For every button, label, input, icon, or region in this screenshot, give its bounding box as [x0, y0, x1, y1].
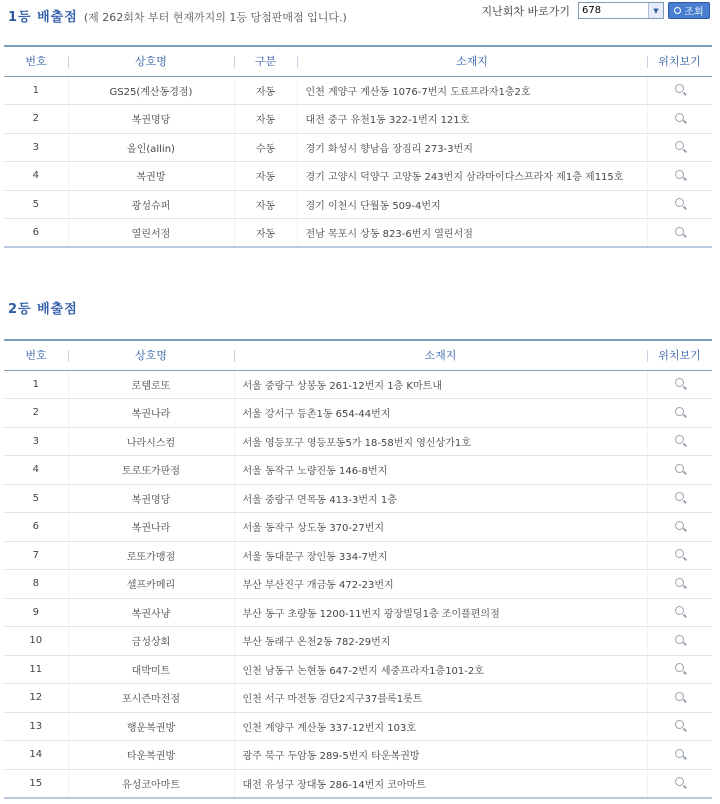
- first-prize-row: [4, 105, 712, 134]
- store-address: 부산 동래구 온천2동 782-29번지: [234, 627, 647, 656]
- store-address: 인천 계양구 계산동 337-12번지 103호: [234, 712, 647, 741]
- second-prize-row: [4, 684, 712, 713]
- store-address: 부산 부산진구 개금동 472-23번지: [234, 570, 647, 599]
- row-number: 10: [4, 627, 68, 656]
- first-prize-row: [4, 219, 712, 248]
- magnifier-icon[interactable]: [675, 578, 684, 587]
- magnifier-icon[interactable]: [675, 777, 684, 786]
- second-prize-row: [4, 627, 712, 656]
- row-number: 7: [4, 541, 68, 570]
- store-address: 서울 중랑구 면목동 413-3번지 1층: [234, 484, 647, 513]
- round-select-value: 678: [582, 5, 602, 16]
- map-view-cell: [647, 162, 712, 191]
- map-view-cell: [647, 684, 712, 713]
- store-name: 금성상회: [68, 627, 234, 656]
- row-number: 3: [4, 427, 68, 456]
- second-prize-header-row: [4, 340, 712, 370]
- store-name: 복권명당: [68, 105, 234, 134]
- store-address: 대전 유성구 장대동 286-14번지 코아마트: [234, 769, 647, 798]
- pick-type: 자동: [234, 162, 297, 191]
- store-name: 복권나라: [68, 399, 234, 428]
- store-address: 전남 목포시 상동 823-6번지 열린서점: [297, 219, 647, 248]
- store-name: 토로또가판점: [68, 456, 234, 485]
- store-name: 나라시스컴: [68, 427, 234, 456]
- store-name: 행운복권방: [68, 712, 234, 741]
- store-address: 부산 동구 초량동 1200-11번지 광장빌딩1층 조이플편의점: [234, 598, 647, 627]
- col-header-no: 번호: [4, 46, 68, 76]
- search-icon: [674, 7, 681, 14]
- pick-type: 자동: [234, 105, 297, 134]
- row-number: 2: [4, 399, 68, 428]
- search-button-label: 조회: [684, 7, 704, 18]
- magnifier-icon[interactable]: [675, 464, 684, 473]
- map-view-cell: [647, 570, 712, 599]
- row-number: 12: [4, 684, 68, 713]
- magnifier-icon[interactable]: [675, 663, 684, 672]
- first-prize-row: [4, 133, 712, 162]
- store-name: 올인(allin): [68, 133, 234, 162]
- map-view-cell: [647, 219, 712, 248]
- second-prize-row: [4, 741, 712, 770]
- second-prize-row: [4, 570, 712, 599]
- round-jump: [481, 2, 710, 19]
- store-name: 타운복권방: [68, 741, 234, 770]
- row-number: 11: [4, 655, 68, 684]
- magnifier-icon[interactable]: [675, 141, 684, 150]
- col-header-no: 번호: [4, 340, 68, 370]
- store-name: 복권명당: [68, 484, 234, 513]
- first-prize-row: [4, 76, 712, 105]
- magnifier-icon[interactable]: [675, 692, 684, 701]
- magnifier-icon[interactable]: [675, 521, 684, 530]
- map-view-cell: [647, 399, 712, 428]
- second-prize-title: 2등 배출점: [8, 302, 78, 317]
- map-view-cell: [647, 456, 712, 485]
- magnifier-icon[interactable]: [675, 635, 684, 644]
- store-name: 포시즌마전점: [68, 684, 234, 713]
- col-header-name: 상호명: [68, 46, 234, 76]
- second-prize-row: [4, 541, 712, 570]
- pick-type: 자동: [234, 219, 297, 248]
- first-prize-row: [4, 190, 712, 219]
- map-view-cell: [647, 105, 712, 134]
- store-name: GS25(계산동경점): [68, 76, 234, 105]
- col-header-type: 구분: [234, 46, 297, 76]
- row-number: 2: [4, 105, 68, 134]
- store-address: 서울 중랑구 상봉동 261-12번지 1층 K마트내: [234, 370, 647, 399]
- magnifier-icon[interactable]: [675, 606, 684, 615]
- magnifier-icon[interactable]: [675, 227, 684, 236]
- second-prize-row: [4, 655, 712, 684]
- second-prize-row: [4, 456, 712, 485]
- store-name: 대박미트: [68, 655, 234, 684]
- pick-type: 수동: [234, 133, 297, 162]
- row-number: 6: [4, 219, 68, 248]
- second-prize-row: [4, 370, 712, 399]
- store-address: 서울 동대문구 장인동 334-7번지: [234, 541, 647, 570]
- second-prize-row: [4, 427, 712, 456]
- store-name: 광성슈퍼: [68, 190, 234, 219]
- row-number: 8: [4, 570, 68, 599]
- map-view-cell: [647, 541, 712, 570]
- store-address: 대전 중구 유천1동 322-1번지 121호: [297, 105, 647, 134]
- store-address: 인천 서구 마전동 검단2지구37블록1롯트: [234, 684, 647, 713]
- magnifier-icon[interactable]: [675, 720, 684, 729]
- col-header-map: 위치보기: [647, 340, 712, 370]
- first-prize-description: (제 262회차 부터 현재까지의 1등 당첨판매점 입니다.): [83, 11, 347, 24]
- magnifier-icon[interactable]: [675, 198, 684, 207]
- row-number: 14: [4, 741, 68, 770]
- magnifier-icon[interactable]: [675, 435, 684, 444]
- magnifier-icon[interactable]: [675, 113, 684, 122]
- pick-type: 자동: [234, 76, 297, 105]
- map-view-cell: [647, 741, 712, 770]
- map-view-cell: [647, 769, 712, 798]
- store-address: 인천 계양구 계산동 1076-7번지 도료프라자1층2호: [297, 76, 647, 105]
- store-name: 복권사냥: [68, 598, 234, 627]
- store-name: 유성코아마트: [68, 769, 234, 798]
- store-name: 복권방: [68, 162, 234, 191]
- magnifier-icon[interactable]: [675, 492, 684, 501]
- store-name: 로또가맹점: [68, 541, 234, 570]
- second-prize-title-block: [8, 298, 78, 317]
- row-number: 5: [4, 190, 68, 219]
- map-view-cell: [647, 133, 712, 162]
- store-address: 서울 영등포구 영등포동5가 18-58번지 영신상가1호: [234, 427, 647, 456]
- first-prize-header-row: [4, 46, 712, 76]
- map-view-cell: [647, 484, 712, 513]
- first-prize-table: [4, 45, 712, 248]
- row-number: 9: [4, 598, 68, 627]
- second-prize-table: [4, 339, 712, 799]
- row-number: 4: [4, 456, 68, 485]
- map-view-cell: [647, 427, 712, 456]
- magnifier-icon[interactable]: [675, 749, 684, 758]
- second-prize-row: [4, 484, 712, 513]
- store-name: 셀프카메리: [68, 570, 234, 599]
- store-address: 경기 이천시 단월동 509-4번지: [297, 190, 647, 219]
- first-prize-title-block: [8, 6, 347, 25]
- col-header-map: 위치보기: [647, 46, 712, 76]
- map-view-cell: [647, 370, 712, 399]
- col-header-address: 소재지: [234, 340, 647, 370]
- second-prize-row: [4, 598, 712, 627]
- store-name: 복권나라: [68, 513, 234, 542]
- round-select[interactable]: [578, 2, 664, 19]
- store-address: 서울 강서구 등촌1동 654-44번지: [234, 399, 647, 428]
- second-prize-row: [4, 513, 712, 542]
- row-number: 1: [4, 76, 68, 105]
- store-address: 경기 화성시 향남읍 장짐리 273-3번지: [297, 133, 647, 162]
- row-number: 6: [4, 513, 68, 542]
- store-name: 열린서점: [68, 219, 234, 248]
- magnifier-icon[interactable]: [675, 170, 684, 179]
- first-prize-row: [4, 162, 712, 191]
- row-number: 4: [4, 162, 68, 191]
- round-jump-label: 지난회차 바로가기: [481, 4, 570, 18]
- magnifier-icon[interactable]: [675, 407, 684, 416]
- map-view-cell: [647, 655, 712, 684]
- second-prize-row: [4, 712, 712, 741]
- search-button[interactable]: [668, 2, 710, 19]
- magnifier-icon[interactable]: [675, 549, 684, 558]
- map-view-cell: [647, 190, 712, 219]
- col-header-address: 소재지: [297, 46, 647, 76]
- row-number: 13: [4, 712, 68, 741]
- row-number: 3: [4, 133, 68, 162]
- store-address: 인천 남동구 논현동 647-2번지 세중프라자1층101-2호: [234, 655, 647, 684]
- second-prize-row: [4, 399, 712, 428]
- store-address: 광주 북구 두암동 289-5번지 타운복권방: [234, 741, 647, 770]
- magnifier-icon[interactable]: [675, 84, 684, 93]
- first-prize-title: 1등 배출점: [8, 10, 78, 25]
- map-view-cell: [647, 513, 712, 542]
- chevron-down-icon[interactable]: ▼: [648, 3, 663, 18]
- map-view-cell: [647, 627, 712, 656]
- store-address: 서울 동작구 상도동 370-27번지: [234, 513, 647, 542]
- map-view-cell: [647, 598, 712, 627]
- row-number: 15: [4, 769, 68, 798]
- row-number: 1: [4, 370, 68, 399]
- store-address: 경기 고양시 덕양구 고양동 243번지 삼라마이다스프라자 제1층 제115호: [297, 162, 647, 191]
- magnifier-icon[interactable]: [675, 378, 684, 387]
- map-view-cell: [647, 712, 712, 741]
- store-address: 서울 동작구 노량진동 146-8번지: [234, 456, 647, 485]
- pick-type: 자동: [234, 190, 297, 219]
- store-name: 로템로또: [68, 370, 234, 399]
- map-view-cell: [647, 76, 712, 105]
- col-header-name: 상호명: [68, 340, 234, 370]
- row-number: 5: [4, 484, 68, 513]
- second-prize-row: [4, 769, 712, 798]
